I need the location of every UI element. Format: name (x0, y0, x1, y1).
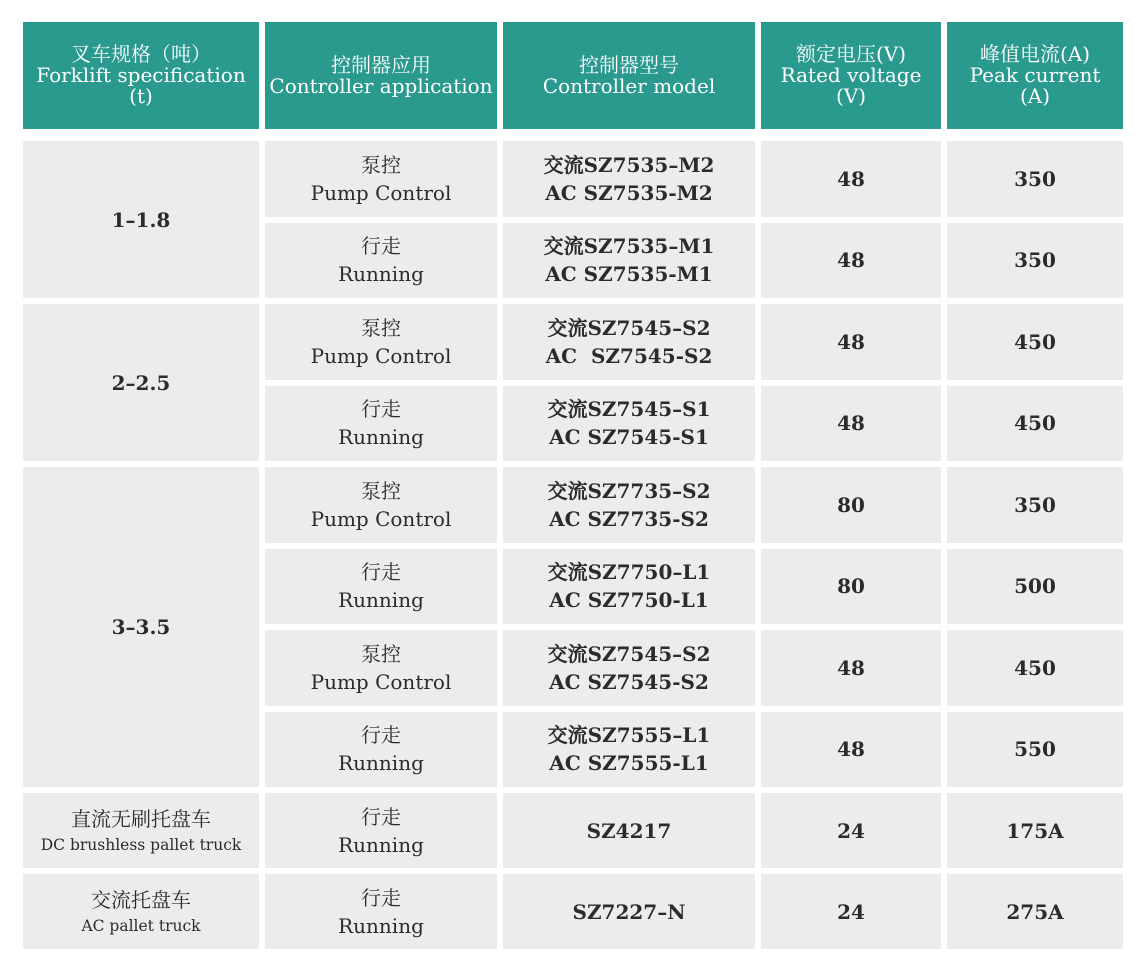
current-value: 450 (1014, 411, 1056, 436)
application-cn: 行走 (361, 804, 401, 829)
current-cell (947, 304, 1123, 380)
application-cell (265, 141, 497, 217)
application-en: Pump Control (310, 669, 452, 694)
spec-label: 3–3.5 (111, 615, 171, 639)
model-cell (503, 793, 755, 868)
header-current-cn: 峰值电流(A) (979, 42, 1091, 66)
application-cn: 行走 (361, 560, 401, 585)
application-cell (265, 549, 497, 625)
header-application-en: Controller application (269, 73, 493, 98)
voltage-value: 48 (837, 655, 865, 680)
current-cell (947, 793, 1123, 868)
voltage-value: 48 (837, 166, 865, 191)
spec-label: 2–2.5 (111, 370, 171, 395)
voltage-value: 24 (837, 899, 865, 924)
current-cell (947, 467, 1123, 543)
model-cell (503, 141, 755, 217)
current-value: 550 (1014, 737, 1056, 762)
header-spec (23, 22, 259, 129)
voltage-cell (761, 141, 941, 217)
application-cn: 行走 (361, 885, 401, 910)
voltage-value: 24 (837, 818, 865, 843)
table-body (23, 141, 1119, 949)
current-value: 450 (1014, 329, 1056, 354)
voltage-value: 48 (837, 737, 865, 762)
model-cell (503, 712, 755, 788)
model-cell (503, 386, 755, 462)
application-en: Running (338, 751, 424, 776)
model-cn: 交流SZ7545–S2 (547, 641, 711, 666)
voltage-cell (761, 304, 941, 380)
voltage-cell (761, 793, 941, 868)
current-cell (947, 223, 1123, 299)
application-en: Pump Control (310, 180, 452, 205)
application-cn: 泵控 (361, 315, 401, 340)
model-en: AC SZ7545-S2 (549, 669, 709, 694)
spec-label-cn: 交流托盘车 (91, 887, 191, 912)
application-cell (265, 386, 497, 462)
application-cn: 泵控 (361, 152, 401, 177)
spec-cell (23, 141, 259, 298)
header-current-en: Peak current (969, 63, 1101, 87)
header-spec-unit: (t) (129, 84, 153, 108)
current-value: 350 (1014, 166, 1056, 191)
application-cell (265, 793, 497, 868)
current-cell (947, 549, 1123, 625)
application-cell (265, 467, 497, 543)
current-value: 500 (1014, 574, 1056, 599)
model-en: AC SZ7735-S2 (549, 506, 709, 531)
voltage-value: 48 (837, 411, 865, 436)
application-en: Running (338, 425, 424, 450)
spec-cell (23, 304, 259, 461)
header-current-unit: (A) (1019, 84, 1051, 108)
header-voltage (761, 22, 941, 129)
current-cell (947, 712, 1123, 788)
model-en: SZ7227–N (572, 899, 686, 924)
voltage-value: 80 (837, 574, 865, 599)
voltage-cell (761, 630, 941, 706)
model-en: AC SZ7535-M2 (545, 180, 713, 205)
model-cn: 交流SZ7545–S1 (547, 397, 711, 422)
voltage-cell (761, 386, 941, 462)
voltage-value: 48 (837, 329, 865, 354)
model-cell (503, 304, 755, 380)
header-voltage-en: Rated voltage (780, 63, 922, 87)
voltage-value: 80 (837, 492, 865, 517)
voltage-cell (761, 549, 941, 625)
current-cell (947, 874, 1123, 949)
voltage-cell (761, 467, 941, 543)
header-model-en: Controller model (542, 73, 716, 98)
application-cell (265, 712, 497, 788)
header-model-cn: 控制器型号 (579, 52, 679, 77)
voltage-cell (761, 712, 941, 788)
application-cell (265, 630, 497, 706)
voltage-cell (761, 874, 941, 949)
header-application (265, 22, 497, 129)
application-en: Running (338, 588, 424, 613)
application-cn: 泵控 (361, 641, 401, 666)
model-en: AC SZ7555-L1 (549, 751, 709, 776)
application-en: Running (338, 913, 424, 938)
table-header (23, 22, 1119, 129)
spec-label-en: AC pallet truck (81, 916, 201, 935)
model-en: AC SZ7545-S1 (549, 425, 709, 450)
application-cn: 行走 (361, 397, 401, 422)
application-cell (265, 874, 497, 949)
model-cell (503, 223, 755, 299)
current-cell (947, 630, 1123, 706)
voltage-value: 48 (837, 248, 865, 273)
model-en: AC SZ7545-S2 (545, 343, 713, 368)
application-cn: 行走 (361, 723, 401, 748)
spec-cell (23, 467, 259, 787)
current-cell (947, 386, 1123, 462)
application-cn: 行走 (361, 234, 401, 259)
model-cell (503, 874, 755, 949)
application-en: Running (338, 832, 424, 857)
header-spec-cn: 叉车规格（吨） (71, 42, 211, 66)
header-spec-en: Forklift specification (36, 63, 246, 87)
model-cell (503, 467, 755, 543)
model-cn: 交流SZ7735–S2 (547, 478, 711, 503)
model-cn: 交流SZ7545–S2 (547, 315, 711, 340)
voltage-cell (761, 223, 941, 299)
spec-label-en: DC brushless pallet truck (40, 835, 242, 854)
header-model (503, 22, 755, 129)
spec-cell (23, 874, 259, 949)
model-cn: 交流SZ7535–M2 (543, 152, 715, 177)
model-en: SZ4217 (586, 818, 672, 843)
spec-label-cn: 直流无刷托盘车 (71, 806, 211, 831)
header-application-cn: 控制器应用 (331, 52, 431, 77)
model-en: AC SZ7750-L1 (549, 588, 709, 613)
spec-cell (23, 793, 259, 868)
application-cell (265, 304, 497, 380)
header-current (947, 22, 1123, 129)
model-cell (503, 549, 755, 625)
model-cn: 交流SZ7535–M1 (543, 234, 715, 259)
model-en: AC SZ7535-M1 (545, 262, 713, 287)
application-cell (265, 223, 497, 299)
header-voltage-unit: (V) (835, 84, 867, 108)
current-value: 450 (1014, 655, 1056, 680)
current-cell (947, 141, 1123, 217)
current-value: 350 (1014, 248, 1056, 273)
current-value: 275A (1006, 899, 1064, 924)
current-value: 350 (1014, 492, 1056, 517)
header-voltage-cn: 额定电压(V) (795, 42, 907, 66)
application-cn: 泵控 (361, 478, 401, 503)
application-en: Pump Control (310, 343, 452, 368)
controller-spec-table (23, 22, 1119, 949)
model-cell (503, 630, 755, 706)
model-cn: 交流SZ7750–L1 (547, 560, 711, 585)
current-value: 175A (1006, 818, 1064, 843)
application-en: Pump Control (310, 506, 452, 531)
application-en: Running (338, 262, 424, 287)
model-cn: 交流SZ7555–L1 (547, 723, 711, 748)
spec-label: 1–1.8 (111, 207, 171, 232)
